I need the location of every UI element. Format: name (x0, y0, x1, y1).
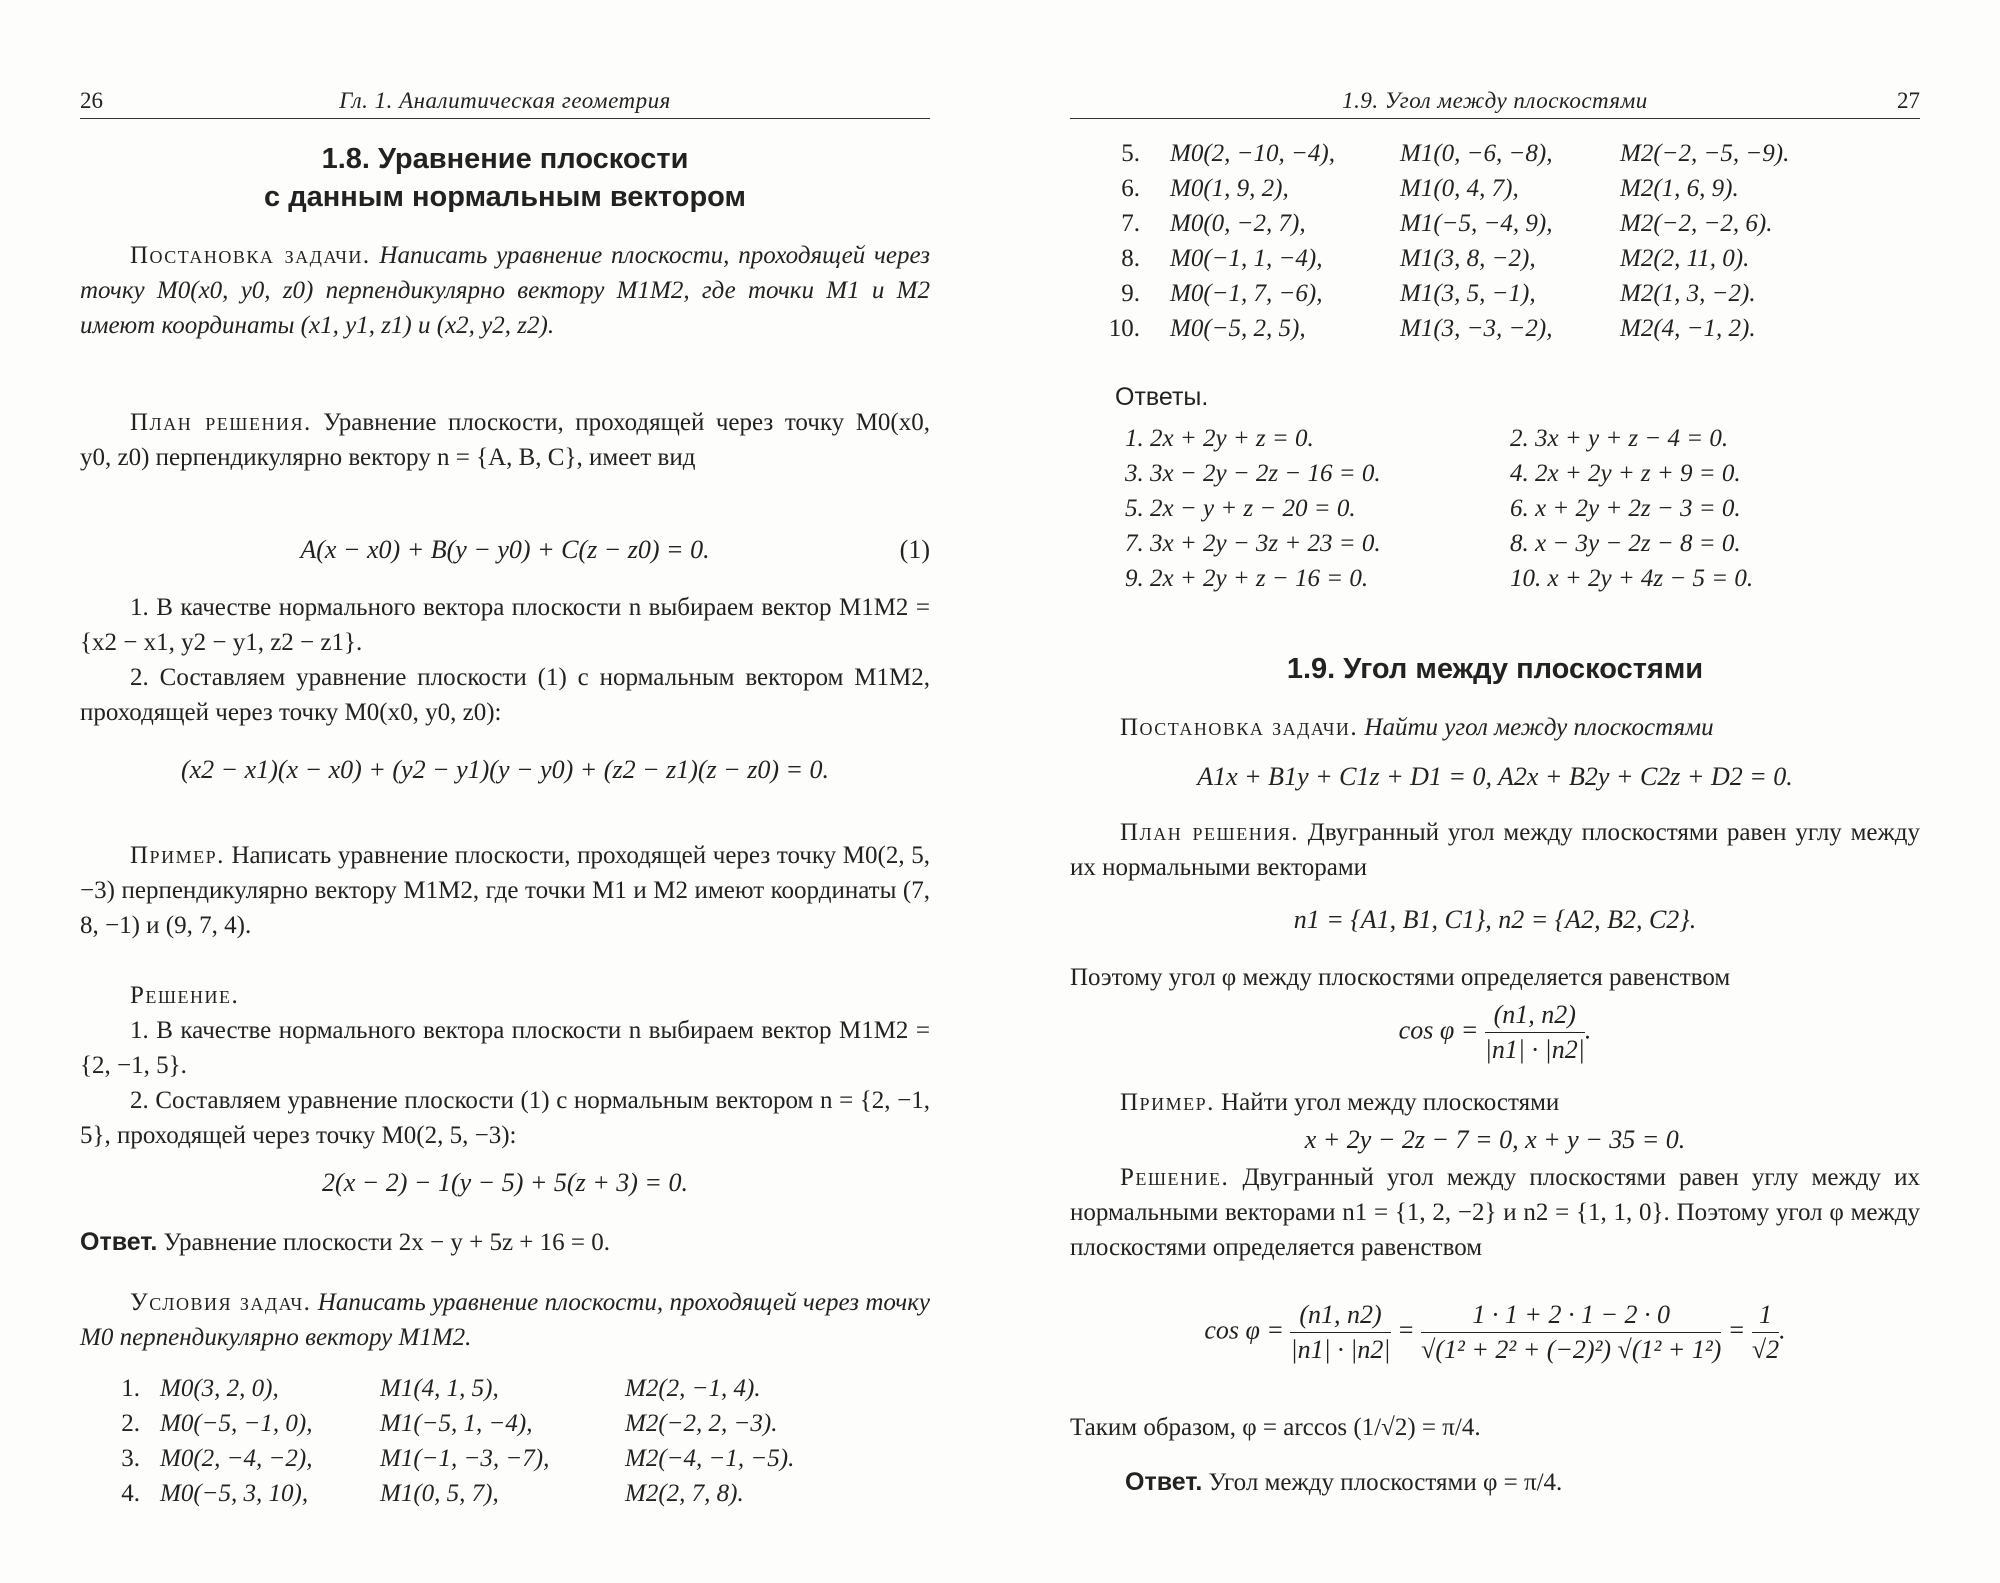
running-head: 1.9. Угол между плоскостями (1342, 88, 1648, 113)
plan-step-1: 1. В качестве нормального вектора плоскости n выбираем вектор M1M2 = {x2 − x1, y2 − y1, z2 − z1}. (80, 594, 930, 656)
task-row: 5. M0(2, −10, −4), M1(0, −6, −8), M2(−2, −5, −9). (1121, 140, 1790, 167)
conditions-text: Написать уравнение плоскости, проходящей через точку M0 перпендикулярно вектору M1M2. (80, 1289, 930, 1351)
task-row: 1. M0(3, 2, 0), M1(4, 1, 5), M2(2, −1, 4). (121, 1375, 761, 1402)
answers-label: Ответы. (1115, 383, 1209, 411)
answers-row: 7. 3x + 2y − 3z + 23 = 0. 8. x − 3y − 2z − 8 = 0. (1125, 530, 1741, 557)
page-number: 27 (1897, 88, 1920, 113)
calc-fraction-2: $\frac{1 \cdot 1 + 2 \cdot 1 - 2 \cdot 0}{\text{√(1² + 2² + (−2)²) √(1² + 1²)}}$ (1421, 1300, 1722, 1364)
equation-1-text: A(x − x0) + B(y − y0) + C(z − z0) = 0. (300, 535, 710, 564)
solution-label: Решение. (1120, 1164, 1230, 1191)
section-title-line2: с данным нормальным вектором (264, 181, 746, 213)
answer (80, 1225, 930, 1260)
answers-row: 9. 2x + 2y + z − 16 = 0. 10. x + 2y + 4z − 5 = 0. (1125, 565, 1754, 592)
right-page-header (1070, 88, 1920, 119)
cos-lhs: cos φ = (1398, 1015, 1479, 1045)
cos-fraction (1485, 1000, 1585, 1065)
task-row: 7. M0(0, −2, 7), M1(−5, −4, 9), M2(−2, −2, 6). (1121, 210, 1773, 237)
problem-label: Постановка задачи. (130, 242, 371, 269)
answers-row: 5. 2x − y + z − 20 = 0. 6. x + 2y + 2z − 3 = 0. (1125, 495, 1741, 522)
task-row: 8. M0(−1, 1, −4), M1(3, 8, −2), M2(2, 11, 0). (1121, 245, 1750, 272)
equation-3: 2(x − 2) − 1(y − 5) + 5(z + 3) = 0. (322, 1168, 688, 1197)
answers-row: 1. 2x + 2y + z = 0. 2. 3x + y + z − 4 = 0. (1125, 425, 1729, 452)
task-row: 9. M0(−1, 7, −6), M1(3, 5, −1), M2(1, 3, −2). (1121, 280, 1756, 307)
answer-text: Уравнение плоскости 2x − y + 5z + 16 = 0. (163, 1229, 610, 1256)
plan-text: Двугранный угол между плоскостями равен углу между их нормальными векторами (1070, 819, 1920, 881)
answer-label: Ответ. (80, 1228, 158, 1256)
solution-step-2: 2. Составляем уравнение плоскости (1) с нормальным вектором n = {2, −1, 5}, проходящей через точку M0(2, 5, −3): (80, 1087, 930, 1149)
plan-label: План решения. (130, 409, 312, 436)
running-head: Гл. 1. Аналитическая геометрия (339, 88, 671, 113)
calc-fraction-1: $\frac{(n1, n2)}{|n1| \cdot |n2|}$ (1290, 1300, 1391, 1364)
answer-label: Ответ. (1125, 1468, 1203, 1496)
solution-text: Двугранный угол между плоскостями равен углу между их нормальными векторами n1 = {1, 2, −2} и n2 = {1, 1, 0}. Поэтому угол φ между плоскостями определяется равенством (1070, 1164, 1921, 1261)
answers-row: 3. 3x − 2y − 2z − 16 = 0. 4. 2x + 2y + z + 9 = 0. (1125, 460, 1741, 487)
right-page (1070, 0, 1920, 1583)
conditions (80, 1285, 930, 1355)
equation-2: (x2 − x1)(x − x0) + (y2 − y1)(y − y0) + (z2 − z1)(z − z0) = 0. (180, 755, 830, 784)
therefore-text: Поэтому угол φ между плоскостями определяется равенством (1070, 964, 1731, 991)
equation-1-number: (1) (899, 535, 930, 564)
section-title: 1.9. Угол между плоскостями (1286, 653, 1704, 685)
task-row: 6. M0(1, 9, 2), M1(0, 4, 7), M2(1, 6, 9). (1121, 175, 1739, 202)
cos-numerator: (n1, n2) (1485, 1000, 1585, 1033)
problem-statement (1070, 710, 1920, 745)
solution-step-1: 1. В качестве нормального вектора плоскости n выбираем вектор M1M2 = {2, −1, 5}. (80, 1017, 930, 1079)
task-row: 10. M0(−5, 2, 5), M1(3, −3, −2), M2(4, −1, 2). (1108, 315, 1756, 342)
solution-plan (80, 405, 930, 475)
plan-text: Уравнение плоскости, проходящей через точку M0(x0, y0, z0) перпендикулярно вектору n = {A, B, C}, имеет вид (80, 409, 930, 471)
calc-fraction-3: $\frac{1}{√2}$ (1751, 1300, 1780, 1364)
task-row: 3. M0(2, −4, −2), M1(−1, −3, −7), M2(−4, −1, −5). (121, 1445, 795, 1472)
task-row: 2. M0(−5, −1, 0), M1(−5, 1, −4), M2(−2, 2, −3). (121, 1410, 778, 1437)
plan-step-2: 2. Составляем уравнение плоскости (1) с нормальным вектором M1M2, проходящей через точку M0(x0, y0, z0): (80, 664, 930, 726)
plan-label: План решения. (1120, 819, 1299, 846)
cos-denominator: |n1| · |n2| (1484, 1035, 1585, 1064)
conditions-label: Условия задач. (130, 1289, 312, 1316)
solution-plan (1070, 815, 1920, 885)
problem-statement (80, 238, 930, 343)
example-equation: x + 2y − 2z − 7 = 0, x + y − 35 = 0. (1304, 1125, 1686, 1154)
task-row: 4. M0(−5, 3, 10), M1(0, 5, 7), M2(2, 7, 8). (121, 1480, 744, 1507)
equation-1 (80, 535, 930, 565)
problem-label: Постановка задачи. (1120, 714, 1359, 741)
example-label: Пример. (1120, 1089, 1215, 1116)
solution-label: Решение. (130, 982, 240, 1009)
cos-formula: cos φ = $\frac{(n1, n2)}{|n1| \cdot |n2|}$ . (1398, 1000, 1592, 1064)
example (80, 838, 930, 943)
section-title-line1: 1.8. Уравнение плоскости (321, 143, 689, 175)
left-page (80, 0, 930, 1583)
problem-text: Найти угол между плоскостями (1364, 714, 1714, 741)
normals-equation: n1 = {A1, B1, C1}, n2 = {A2, B2, C2}. (1293, 905, 1697, 934)
section-title (80, 140, 930, 216)
example-text: Найти угол между плоскостями (1221, 1089, 1560, 1116)
cos-calculation: cos φ = $\frac{(n1, n2)}{|n1| \cdot |n2|}$ = $\frac{1 \cdot 1 + 2 \cdot 1 - 2 \cdot 0}{\text{√(1² + 2² + (−2)²) √(1² + 1²)}}$ = $\frac{1}{√2}$ . (1204, 1300, 1786, 1364)
example (1070, 1085, 1920, 1120)
problem-text: Написать уравнение плоскости, проходящей через точку M0(x0, y0, z0) перпендикулярно вектору M1M2, где точки M1 и M2 имеют координаты (x1, y1, z1) и (x2, y2, z2). (80, 242, 930, 339)
answer (1125, 1465, 1920, 1500)
conclusion: Таким образом, φ = arccos (1/√2) = π/4. (1070, 1414, 1481, 1441)
planes-equation: A1x + B1y + C1z + D1 = 0, A2x + B2y + C2z + D2 = 0. (1197, 762, 1793, 791)
left-page-header (80, 88, 930, 119)
example-label: Пример. (130, 842, 225, 869)
example-text: Написать уравнение плоскости, проходящей через точку M0(2, 5, −3) перпендикулярно вектору M1M2, где точки M1 и M2 имеют координаты (7, 8, −1) и (9, 7, 4). (80, 842, 930, 939)
answer-text: Угол между плоскостями φ = π/4. (1208, 1469, 1563, 1496)
solution (1070, 1160, 1920, 1265)
page-number: 26 (80, 88, 103, 113)
